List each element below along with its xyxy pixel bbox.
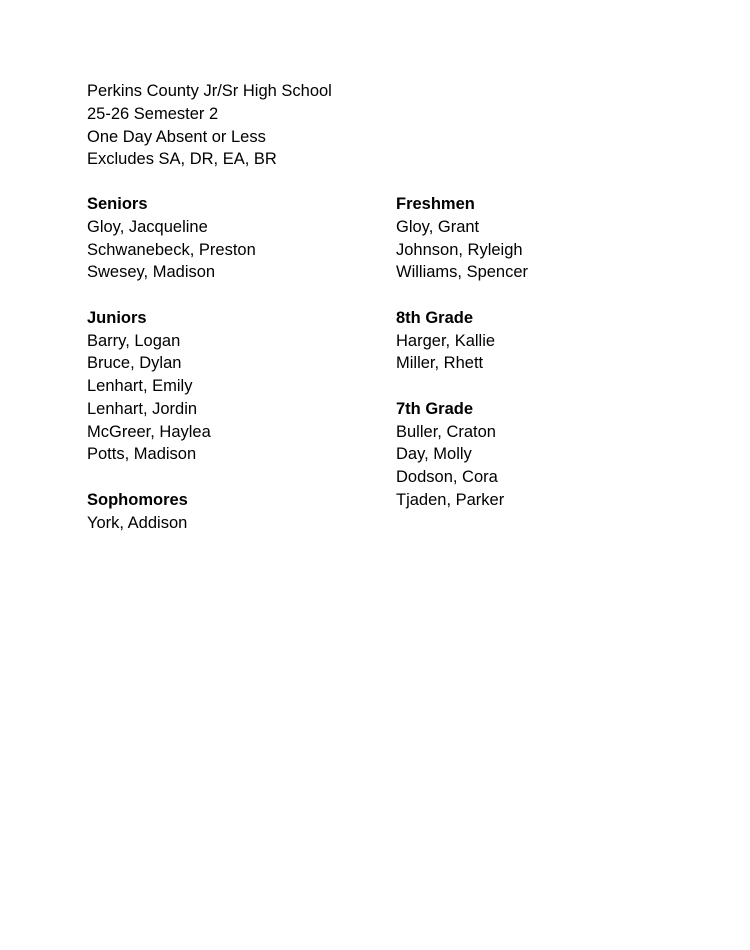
student-name: Gloy, Grant (396, 217, 480, 236)
student-name: Potts, Madison (87, 445, 197, 464)
student-name: Tjaden, Parker (396, 490, 505, 509)
student-name: Buller, Craton (396, 422, 496, 441)
group-8th-grade (396, 307, 696, 375)
group-title: Juniors (87, 308, 147, 327)
student-name: Johnson, Ryleigh (396, 240, 523, 259)
term-label: 25-26 Semester 2 (87, 104, 219, 123)
student-name: Dodson, Cora (396, 468, 498, 486)
group-title: Seniors (87, 195, 148, 213)
right-column (396, 193, 696, 534)
student-name: Day, Molly (396, 445, 472, 464)
student-name: Harger, Kallie (396, 331, 496, 350)
left-column (87, 193, 387, 557)
student-name: Gloy, Jacqueline (87, 217, 208, 236)
excludes-label: Excludes SA, DR, EA, BR (87, 150, 277, 169)
student-name: Miller, Rhett (396, 354, 484, 373)
school-name: Perkins County Jr/Sr High School (87, 82, 332, 100)
group-title: 7th Grade (396, 399, 474, 418)
group-title: Sophomores (87, 490, 188, 509)
group-freshmen (396, 193, 696, 284)
criteria-label: One Day Absent or Less (87, 127, 266, 146)
student-name: Barry, Logan (87, 331, 181, 350)
student-name: Schwanebeck, Preston (87, 240, 256, 259)
student-name: Lenhart, Jordin (87, 399, 198, 418)
student-name: York, Addison (87, 513, 188, 532)
student-name: McGreer, Haylea (87, 422, 211, 441)
document-header (87, 80, 687, 171)
student-name: Lenhart, Emily (87, 377, 193, 395)
student-name: Bruce, Dylan (87, 354, 182, 373)
group-seniors (87, 193, 387, 284)
group-title: Freshmen (396, 195, 475, 213)
student-name: Williams, Spencer (396, 263, 529, 282)
group-sophomores (87, 489, 387, 535)
group-7th-grade (396, 398, 696, 512)
student-name: Swesey, Madison (87, 263, 216, 282)
group-juniors (87, 307, 387, 466)
group-title: 8th Grade (396, 308, 474, 327)
